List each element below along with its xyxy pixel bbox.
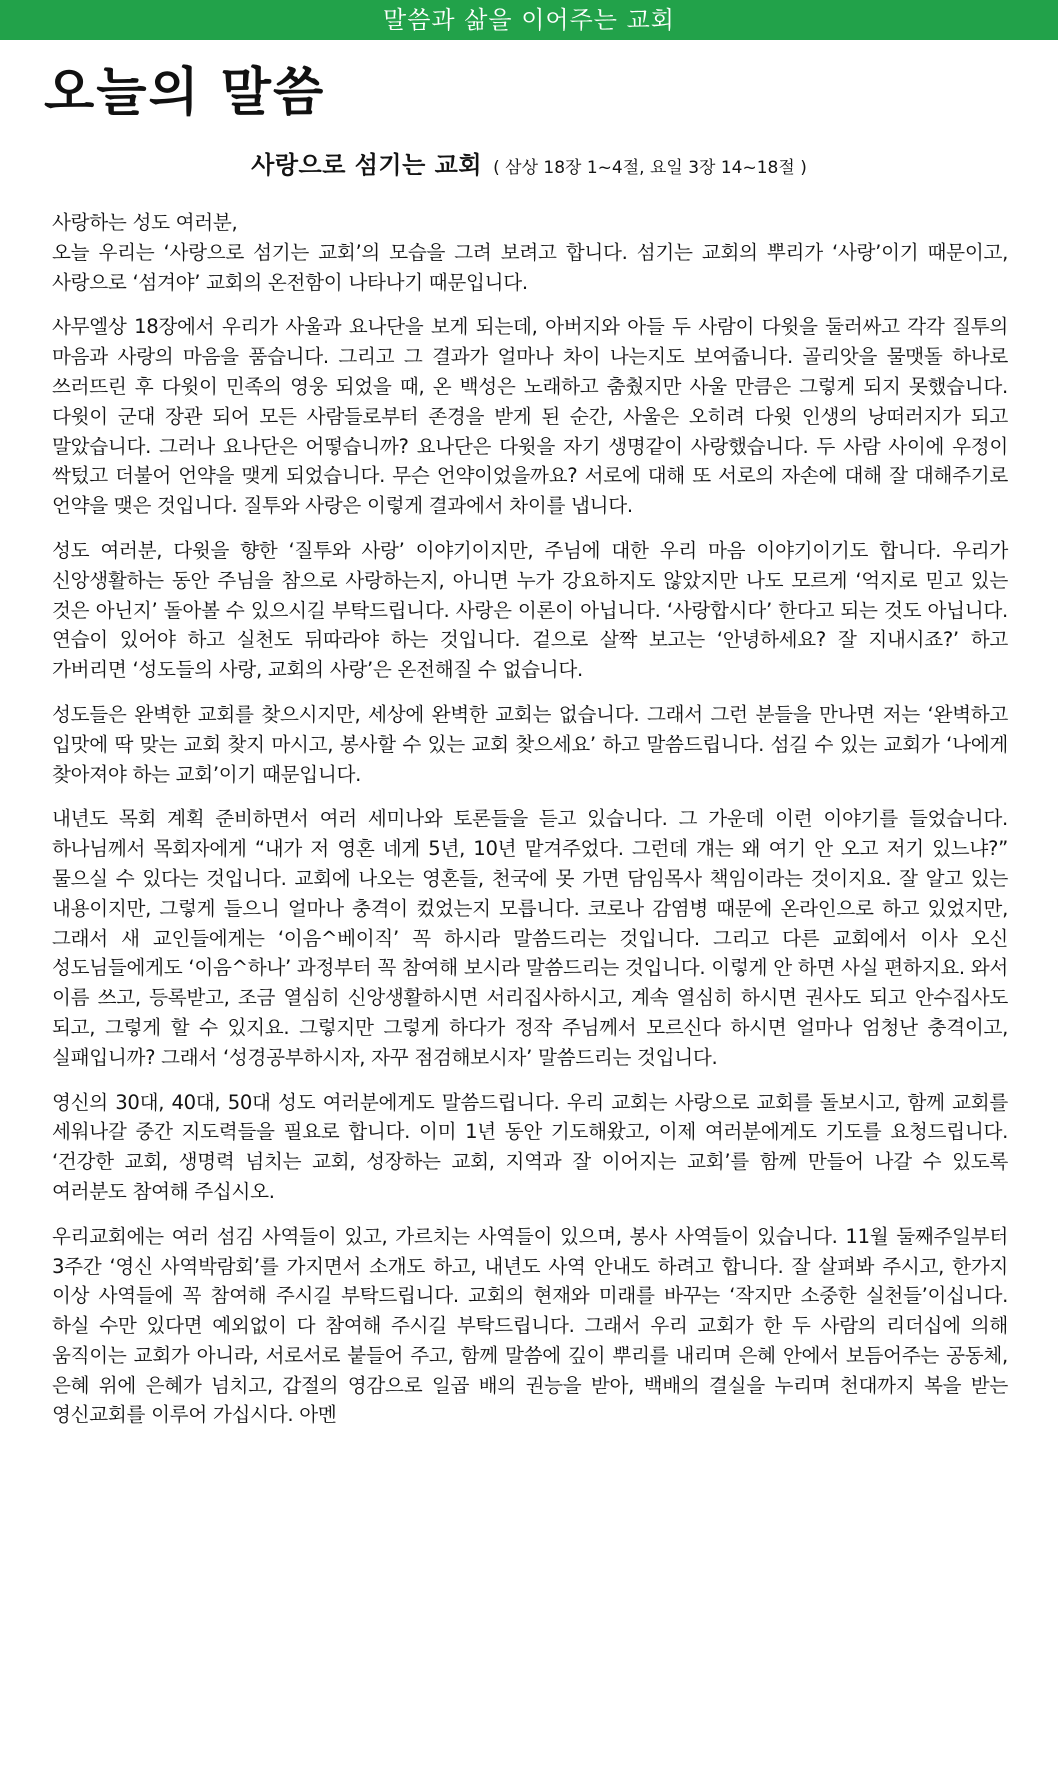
- paragraph: 내년도 목회 계획 준비하면서 여러 세미나와 토론들을 듣고 있습니다. 그 가운데 이런 이야기를 들었습니다. 하나님께서 목회자에게 “내가 저 영혼 네게 5년, 10년 맡겨주었다. 그런데 걔는 왜 여기 안 오고 저기 있느냐?” 물으실 수 있다는 것입니다. 교회에 나오는 영혼들, 천국에 못 가면 담임목사 책임이라는 것이지요. 잘 알고 있는 내용이지만, 그렇게 들으니 얼마나 충격이 컸었는지 모릅니다. 코로나 감염병 때문에 온라인으로 하고 있었지만, 그래서 새 교인들에게는 ‘이음^베이직’ 꼭 하시라 말씀드리는 것입니다. 그리고 다른 교회에서 이사 오신 성도님들에게도 ‘이음^하나’ 과정부터 꼭 참여해 보시라 말씀드리는 것입니다. 이렇게 안 하면 사실 편하지요. 와서 이름 쓰고, 등록받고, 조금 열심히 신앙생활하시면 서리집사하시고, 계속 열심히 하시면 권사도 되고 안수집사도 되고, 그렇게 할 수 있지요. 그렇지만 그렇게 하다가 정작 주님께서 모르신다 하시면 얼마나 엄청난 충격이고, 실패입니까? 그래서 ‘성경공부하시자, 자꾸 점검해보시자’ 말씀드리는 것입니다.: [52, 807, 1009, 1069]
- paragraph: 성도들은 완벽한 교회를 찾으시지만, 세상에 완벽한 교회는 없습니다. 그래서 그런 분들을 만나면 저는 ‘완벽하고 입맛에 딱 맞는 교회 찾지 마시고, 봉사할 수 있는 교회 찾으세요’ 하고 말씀드립니다. 섬길 수 있는 교회가 ‘나에게 찾아져야 하는 교회’이기 때문입니다.: [52, 702, 1008, 786]
- sermon-heading: [0, 148, 1058, 185]
- paragraph: 영신의 30대, 40대, 50대 성도 여러분에게도 말씀드립니다. 우리 교회는 사랑으로 교회를 돌보시고, 함께 교회를 세워나갈 중간 지도력들을 필요로 합니다. 이미 1년 동안 기도해왔고, 이제 여러분에게도 기도를 요청드립니다. ‘건강한 교회, 생명력 넘치는 교회, 성장하는 교회, 지역과 잘 이어지는 교회’를 함께 만들어 나갈 수 있도록 여러분도 참여해 주십시오.: [52, 1090, 1008, 1203]
- sermon-title: 사랑으로 섬기는 교회: [251, 151, 483, 179]
- scripture-reference: ( 삼상 18장 1~4절, 요일 3장 14~18절 ): [493, 158, 807, 178]
- paragraph: [52, 208, 1008, 297]
- paragraph-text: 오늘 우리는 ‘사랑으로 섬기는 교회’의 모습을 그려 보려고 합니다. 섬기는 교회의 뿌리가 ‘사랑’이기 때문이고, 사랑으로 ‘섬겨야’ 교회의 온전함이 나타나기 때문입니다.: [52, 240, 1008, 294]
- top-banner: [0, 0, 1058, 40]
- paragraph: 우리교회에는 여러 섬김 사역들이 있고, 가르치는 사역들이 있으며, 봉사 사역들이 있습니다. 11월 둘째주일부터 3주간 ‘영신 사역박람회’를 가지면서 소개도 하고, 내년도 사역 안내도 하려고 합니다. 잘 살펴봐 주시고, 한가지 이상 사역들에 꼭 참여해 주시길 부탁드립니다. 교회의 현재와 미래를 바꾸는 ‘작지만 소중한 실천들’이십니다. 하실 수만 있다면 예외없이 다 참여해 주시길 부탁드립니다. 그래서 우리 교회가 한 두 사람의 리더십에 의해 움직이는 교회가 아니라, 서로서로 붙들어 주고, 함께 말씀에 깊이 뿌리를 내리며 은혜 안에서 보듬어주는 공동체, 은혜 위에 은혜가 넘치고, 갑절의 영감으로 일곱 배의 권능을 받아, 백배의 결실을 누리며 천대까지 복을 받는 영신교회를 이루어 가십시다. 아멘: [52, 1224, 1008, 1427]
- page-title: 오늘의 말씀: [44, 63, 326, 123]
- sermon-body: [52, 208, 1008, 1445]
- banner-text: 말씀과 삶을 이어주는 교회: [383, 6, 675, 34]
- paragraph: 성도 여러분, 다윗을 향한 ‘질투와 사랑’ 이야기이지만, 주님에 대한 우리 마음 이야기이기도 합니다. 우리가 신앙생활하는 동안 주님을 참으로 사랑하는지, 아니면 누가 강요하지도 않았지만 나도 모르게 ‘억지로 믿고 있는 것은 아닌지’ 돌아볼 수 있으시길 부탁드립니다. 사랑은 이론이 아닙니다. ‘사랑합시다’ 한다고 되는 것도 아닙니다. 연습이 있어야 하고 실천도 뒤따라야 하는 것입니다. 겉으로 살짝 보고는 ‘안녕하세요? 잘 지내시죠?’ 하고 가버리면 ‘성도들의 사랑, 교회의 사랑’은 온전해질 수 없습니다.: [52, 538, 1008, 682]
- greeting: 사랑하는 성도 여러분,: [52, 211, 238, 234]
- paragraph: 사무엘상 18장에서 우리가 사울과 요나단을 보게 되는데, 아버지와 아들 두 사람이 다윗을 둘러싸고 각각 질투의 마음과 사랑의 마음을 품습니다. 그리고 그 결과가 얼마나 차이 나는지도 보여줍니다. 골리앗을 물맷돌 하나로 쓰러뜨린 후 다윗이 민족의 영웅 되었을 때, 온 백성은 노래하고 춤췄지만 사울 만큼은 그렇게 되지 못했습니다. 다윗이 군대 장관 되어 모든 사람들로부터 존경을 받게 된 순간, 사울은 오히려 다윗 인생의 낭떠러지가 되고 말았습니다. 그러나 요나단은 어떻습니까? 요나단은 다윗을 자기 생명같이 사랑했습니다. 두 사람 사이에 우정이 싹텄고 더불어 언약을 맺게 되었습니다. 무슨 언약이었을까요? 서로에 대해 또 서로의 자손에 대해 잘 대해주기로 언약을 맺은 것입니다. 질투와 사랑은 이렇게 결과에서 차이를 냅니다.: [52, 315, 1008, 518]
